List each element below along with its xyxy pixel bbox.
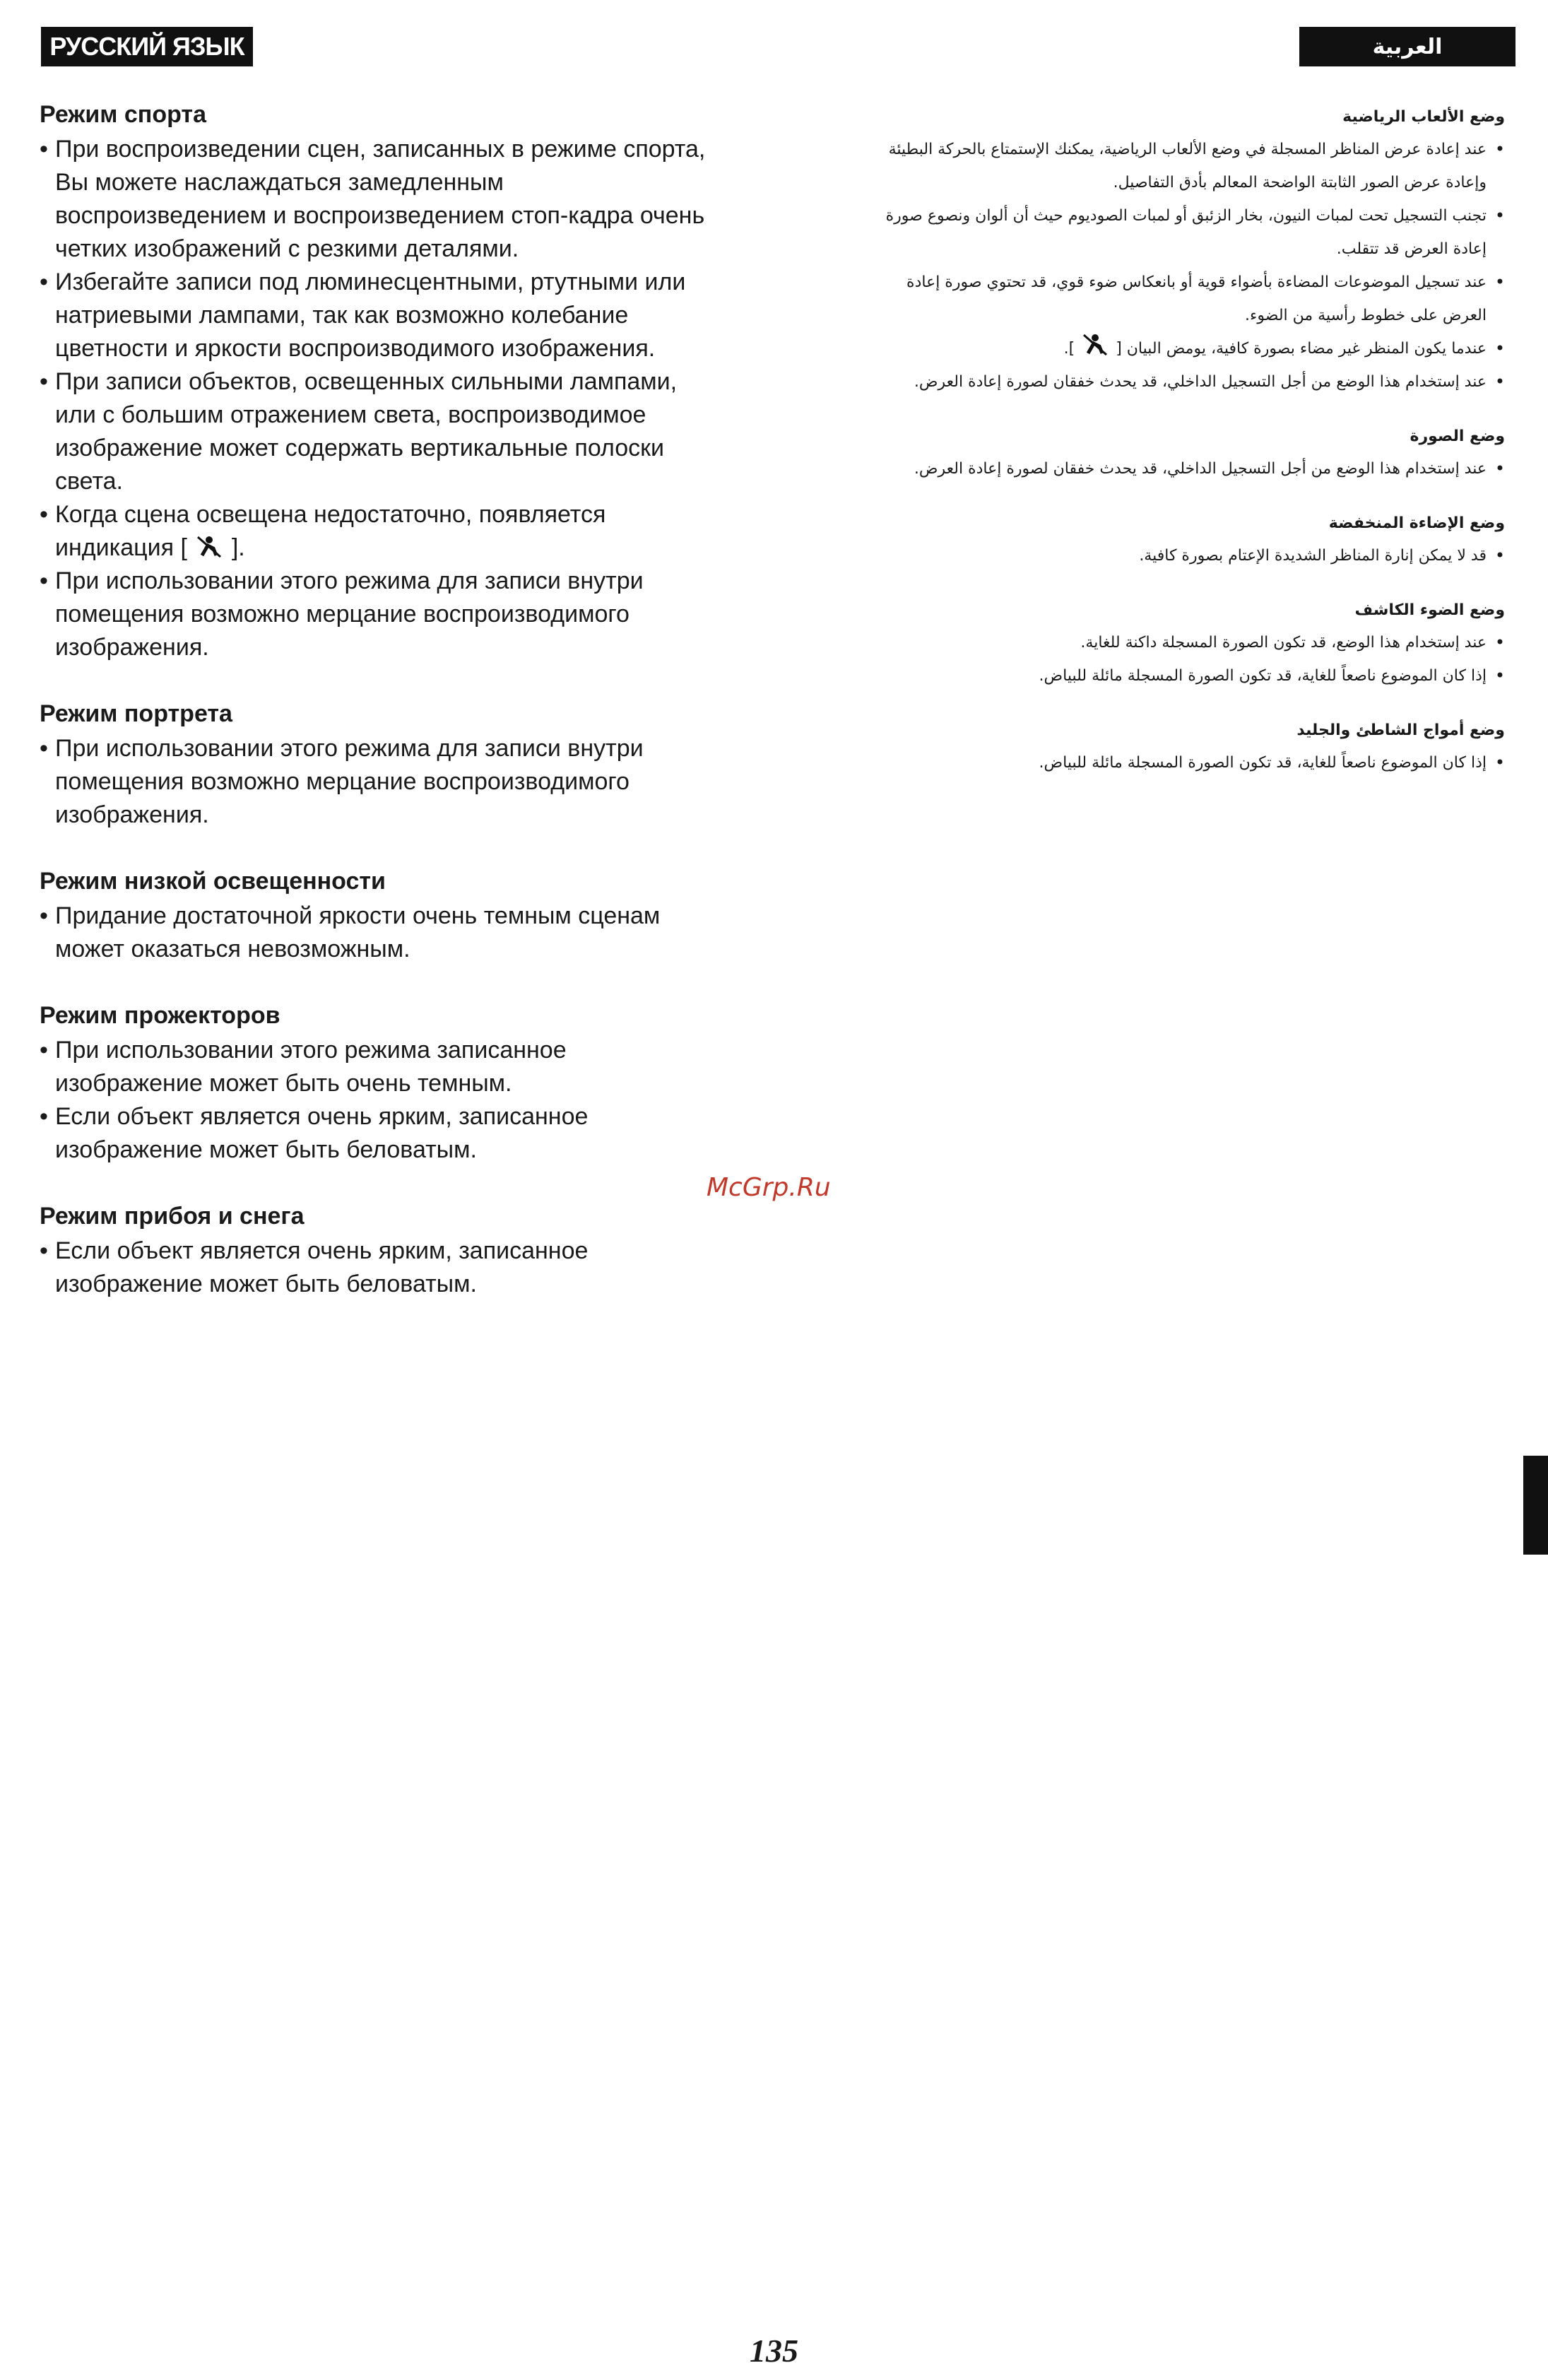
section-surf-snow-mode — [40, 1201, 718, 1301]
section-low-light-mode — [40, 866, 718, 966]
list-item: • При использовании этого режима для записи внутри помещения возможно мерцание воспроизводимого изображения. — [40, 732, 718, 832]
bullet-list — [40, 1034, 718, 1167]
list-item: • Избегайте записи под люминесцентными, ртутными или натриевыми лампами, так как возможно колебание цветности и яркости воспроизводимого изображения. — [40, 266, 718, 365]
indicator-text-after: ]. — [231, 534, 245, 561]
list-item: • عند إستخدام هذا الوضع، قد تكون الصورة المسجلة داكنة للغاية. — [869, 626, 1505, 659]
section-title: وضع أمواج الشاطئ والجليد — [1296, 721, 1505, 739]
section-surf-snow-mode-arabic — [869, 719, 1505, 779]
page-number: 135 — [750, 2333, 798, 2369]
list-item: • عند إعادة عرض المناظر المسجلة في وضع الألعاب الرياضية، يمكنك الإستمتاع بالحركة البطيئة وإعادة عرض الصور الثابتة الواضحة المعالم بأدق التفاصيل. — [869, 133, 1505, 199]
list-item: • При воспроизведении сцен, записанных в режиме спорта, Вы можете наслаждаться замедленным воспроизведением и воспроизведением стоп-кадра очень четких изображений с резкими деталями. — [40, 133, 718, 266]
section-spotlight-mode-arabic — [869, 599, 1505, 693]
list-item: • Придание достаточной яркости очень темным сценам может оказаться невозможным. — [40, 900, 718, 966]
bullet-list — [40, 1235, 718, 1301]
list-item: • قد لا يمكن إنارة المناظر الشديدة الإعتام بصورة كافية. — [869, 539, 1505, 572]
section-sport-mode-arabic — [869, 106, 1505, 399]
section-portrait-mode-arabic — [869, 425, 1505, 485]
bullet-list — [869, 626, 1505, 693]
section-title: وضع الألعاب الرياضية — [1342, 108, 1505, 126]
list-item: • При использовании этого режима записанное изображение может быть очень темным. — [40, 1034, 718, 1100]
language-tab-russian: РУССКИЙ ЯЗЫК — [41, 27, 253, 66]
section-title: وضع الإضاءة المنخفضة — [1328, 514, 1505, 532]
section-portrait-mode — [40, 698, 718, 832]
language-tab-arabic: العربية — [1299, 27, 1515, 66]
list-item: • عند إستخدام هذا الوضع من أجل التسجيل الداخلي، قد يحدث خفقان لصورة إعادة العرض. — [869, 365, 1505, 399]
section-low-light-mode-arabic — [869, 512, 1505, 572]
list-item: • Если объект является очень ярким, записанное изображение может быть беловатым. — [40, 1235, 718, 1301]
section-title: وضع الصورة — [1410, 428, 1505, 445]
list-item: • عند تسجيل الموضوعات المضاءة بأضواء قوية أو بانعكاس ضوء قوي، قد تحتوي صورة إعادة العرض على خطوط رأسية من الضوء. — [869, 266, 1505, 332]
bullet-list — [869, 746, 1505, 779]
section-title: Режим прибоя и снега — [40, 1203, 305, 1230]
indicator-text-before: Когда сцена освещена недостаточно, появляется индикация [ — [55, 501, 606, 561]
section-title: Режим спорта — [40, 101, 206, 128]
section-title: Режим прожекторов — [40, 1002, 280, 1029]
section-sport-mode — [40, 99, 718, 664]
bullet-list — [869, 452, 1505, 485]
bullet-list — [869, 539, 1505, 572]
bullet-list — [40, 900, 718, 966]
list-item: • عند إستخدام هذا الوضع من أجل التسجيل الداخلي، قد يحدث خفقان لصورة إعادة العرض. — [869, 452, 1505, 485]
indicator-text-after: ]. — [1063, 340, 1075, 358]
section-title: Режим низкой освещенности — [40, 868, 386, 895]
low-light-warning-icon — [1081, 332, 1109, 358]
section-title: Режим портрета — [40, 700, 232, 727]
section-spotlight-mode — [40, 1000, 718, 1167]
russian-column — [40, 99, 718, 1335]
bullet-list — [40, 732, 718, 832]
side-index-tab — [1523, 1456, 1548, 1555]
section-title: وضع الضوء الكاشف — [1354, 601, 1505, 619]
arabic-column — [869, 106, 1505, 806]
list-item: • При записи объектов, освещенных сильными лампами, или с большим отражением света, воспроизводимое изображение может содержать вертикальные полоски света. — [40, 365, 718, 498]
list-item-indicator — [869, 332, 1505, 365]
indicator-text-before: عندما يكون المنظر غير مضاء بصورة كافية، يومض البيان [ — [1116, 340, 1487, 358]
watermark: McGrp.Ru — [707, 1173, 831, 1202]
bullet-list — [869, 133, 1505, 399]
list-item: • Если объект является очень ярким, записанное изображение может быть беловатым. — [40, 1100, 718, 1167]
list-item-indicator — [40, 498, 718, 565]
list-item: • إذا كان الموضوع ناصعاً للغاية، قد تكون الصورة المسجلة مائلة للبياض. — [869, 659, 1505, 693]
bullet-list — [40, 133, 718, 664]
low-light-warning-icon — [195, 534, 223, 560]
list-item: • تجنب التسجيل تحت لمبات النيون، بخار الزئبق أو لمبات الصوديوم حيث أن ألوان ونصوع صورة إعادة العرض قد تتقلب. — [869, 199, 1505, 266]
list-item: • При использовании этого режима для записи внутри помещения возможно мерцание воспроизводимого изображения. — [40, 565, 718, 664]
list-item: • إذا كان الموضوع ناصعاً للغاية، قد تكون الصورة المسجلة مائلة للبياض. — [869, 746, 1505, 779]
